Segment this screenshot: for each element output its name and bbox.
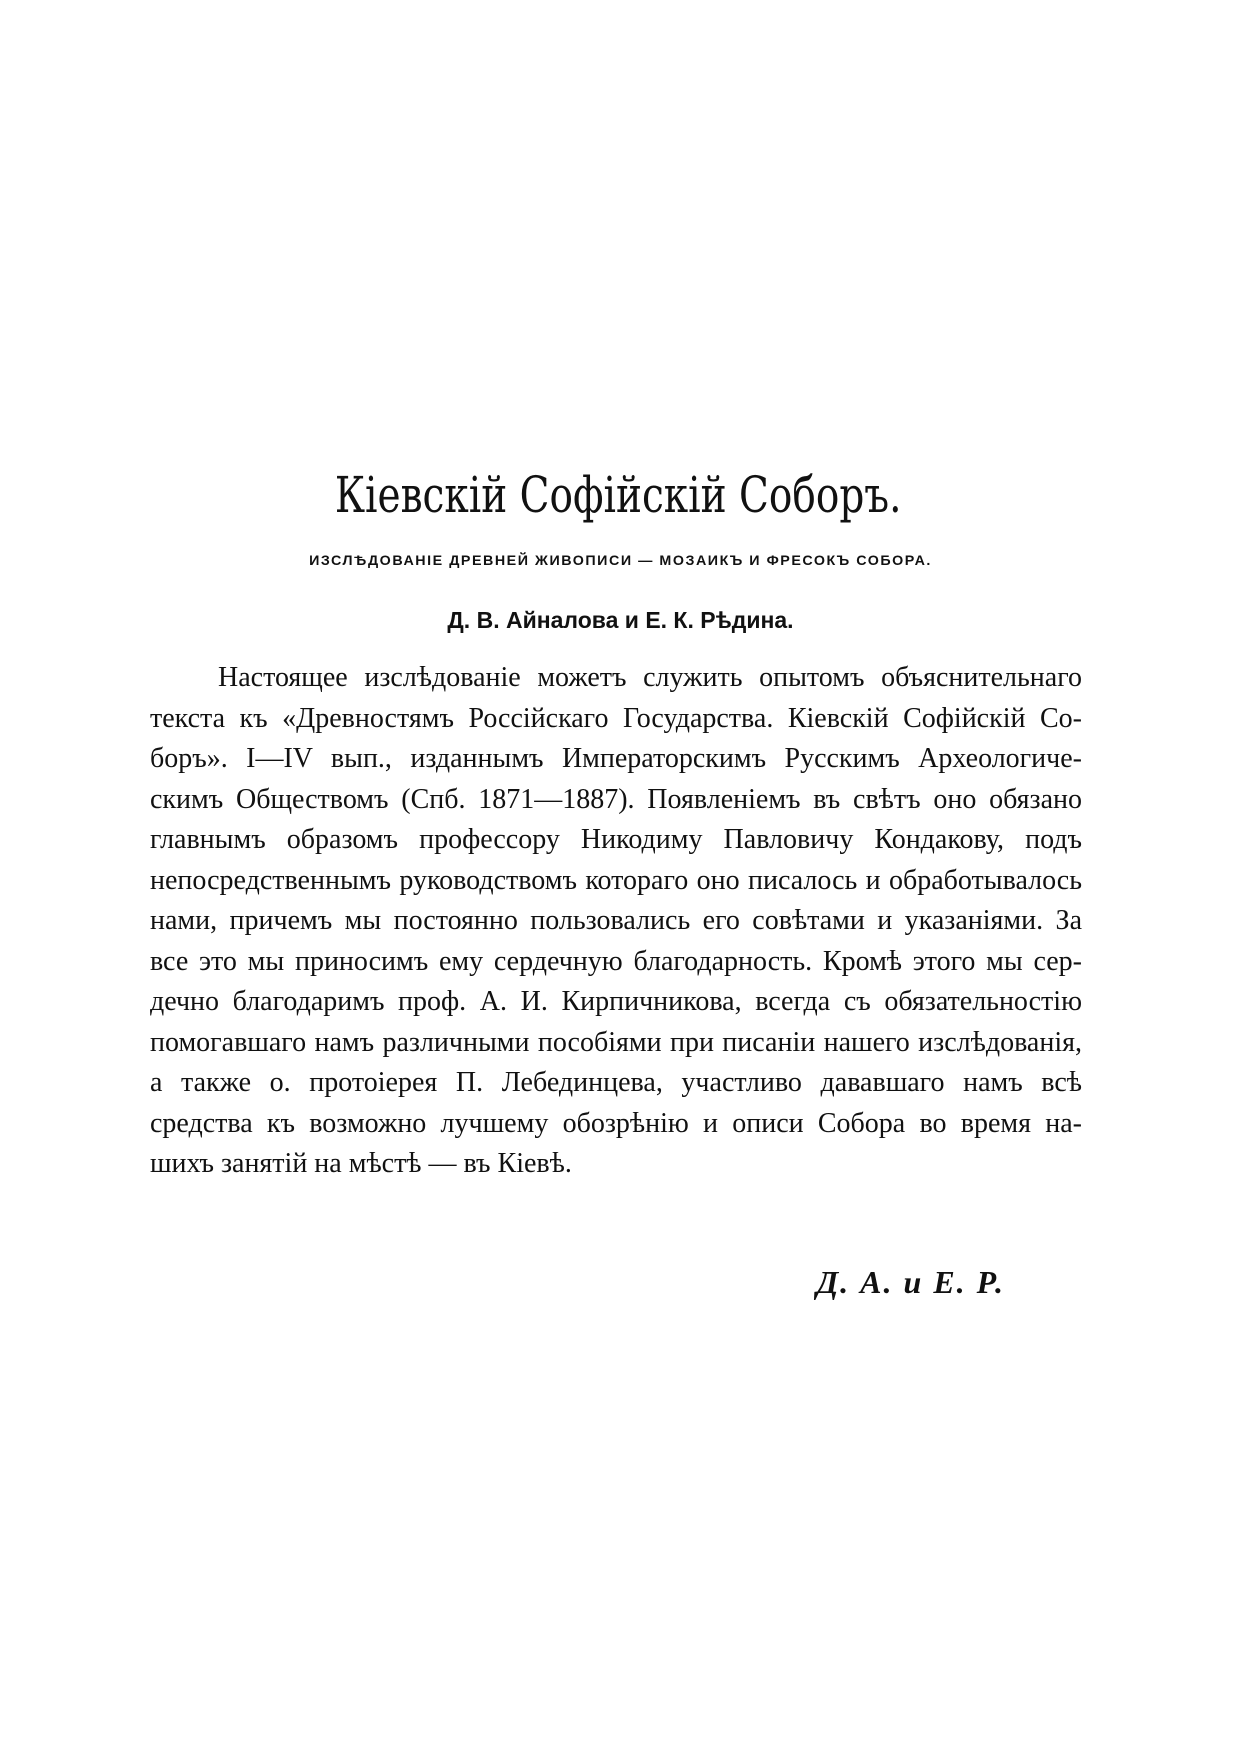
- body-line: а также о. протоіерея П. Лебединцева, участливо дававшаго намъ всѣ: [150, 1067, 1082, 1098]
- body-line: помогавшаго намъ различными пособіями при писаніи нашего изслѣдованія,: [150, 1026, 1082, 1058]
- body-line: боръ». I—IV вып., изданнымъ Императорскимъ Русскимъ Археологиче-: [150, 743, 1082, 774]
- body-line: дечно благодаримъ проф. А. И. Кирпичникова, всегда съ обязательностію: [150, 986, 1082, 1017]
- body-line: средства къ возможно лучшему обозрѣнію и описи Собора во время на-: [150, 1107, 1082, 1139]
- document-authors: Д. В. Айналова и Е. К. Рѣдина.: [447, 607, 794, 633]
- body-line: непосредственнымъ руководствомъ котораго оно писалось и обработывалось: [150, 864, 1082, 896]
- document-subtitle: ИЗСЛѢДОВАНІЕ ДРЕВНЕЙ ЖИВОПИСИ — МОЗАИКЪ И ФРЕСОКЪ СОБОРА.: [309, 552, 932, 568]
- body-line: текста къ «Древностямъ Россійскаго Государства. Кіевскій Софійскій Со-: [150, 702, 1082, 734]
- body-line: нами, причемъ мы постоянно пользовались его совѣтами и указаніями. За: [150, 905, 1082, 936]
- body-line: скимъ Обществомъ (Спб. 1871—1887). Появленіемъ въ свѣтъ оно обязано: [150, 783, 1082, 815]
- body-line: главнымъ образомъ профессору Никодиму Павловичу Кондакову, подъ: [150, 824, 1082, 855]
- document-title: Кіевскій Софійскій Соборъ.: [334, 466, 902, 524]
- body-line: все это мы приносимъ ему сердечную благодарность. Кромѣ этого мы сер-: [150, 945, 1082, 977]
- body-line: шихъ занятій на мѣстѣ — въ Кіевѣ.: [150, 1148, 572, 1179]
- signature-initials: Д. А. и Е. Р.: [816, 1264, 1005, 1300]
- body-paragraph: [150, 658, 1082, 1185]
- body-line: Настоящее изслѣдованіе можетъ служить опытомъ объяснительнаго: [218, 662, 1082, 693]
